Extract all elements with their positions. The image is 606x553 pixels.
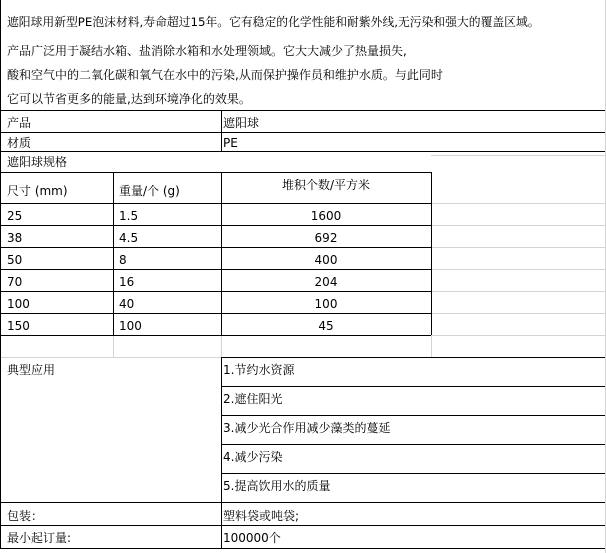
spec-header-count: 堆积个数/平方米 <box>281 178 371 192</box>
intro-line-4: 它可以节省更多的能量,达到环境净化的效果。 <box>7 92 251 106</box>
spec-cell-count: 1600 <box>310 209 342 223</box>
spec-cell-count: 100 <box>314 297 338 311</box>
gridline <box>431 313 605 314</box>
spec-cell-size: 38 <box>7 231 23 245</box>
table-border <box>221 172 222 335</box>
gridline <box>431 203 605 204</box>
table-border <box>0 313 431 314</box>
packaging-label: 包装： <box>7 509 44 523</box>
table-border <box>221 415 605 416</box>
application-item: 5.提高饮用水的质量 <box>223 479 331 493</box>
table-border <box>0 525 605 526</box>
table-border <box>0 548 605 549</box>
spec-cell-weight: 1.5 <box>119 209 139 223</box>
spec-cell-size: 70 <box>7 275 23 289</box>
spec-cell-weight: 4.5 <box>119 231 139 245</box>
application-item: 1.节约水资源 <box>223 363 295 377</box>
moq-label: 最小起订量: <box>7 531 72 545</box>
table-border <box>221 473 605 474</box>
spec-cell-count: 45 <box>318 319 334 333</box>
moq-value: 100000个 <box>223 531 281 545</box>
table-border <box>0 132 605 133</box>
gridline <box>431 155 605 156</box>
spec-cell-weight: 100 <box>119 319 142 333</box>
spec-title: 遮阳球规格 <box>7 155 68 169</box>
intro-line-1: 遮阳球用新型PE泡沫材料,寿命超过15年。它有稳定的化学性能和耐紫外线,无污染和强大的覆盖区域。 <box>7 15 540 29</box>
table-border <box>221 444 605 445</box>
table-border <box>0 335 431 336</box>
table-border <box>0 110 605 111</box>
gridline <box>431 247 605 248</box>
intro-line-3: 酸和空气中的二氧化碳和氧气在水中的污染,从而保护操作员和维护水质。与此同时 <box>7 68 443 82</box>
gridline <box>431 269 605 270</box>
application-item: 3.减少光合作用减少藻类的蔓延 <box>223 421 391 435</box>
material-label: 材质 <box>7 136 32 150</box>
application-item: 2.遮住阳光 <box>223 392 283 406</box>
table-border <box>221 386 605 387</box>
table-border <box>221 110 222 152</box>
table-border <box>0 247 431 248</box>
spec-cell-size: 150 <box>7 319 30 333</box>
spec-cell-count: 400 <box>314 253 338 267</box>
spec-cell-size: 100 <box>7 297 30 311</box>
spec-cell-count: 204 <box>314 275 338 289</box>
table-border <box>0 151 605 152</box>
spec-cell-size: 50 <box>7 253 23 267</box>
table-border <box>0 269 431 270</box>
gridline <box>431 335 605 336</box>
material-value: PE <box>223 136 238 150</box>
table-border <box>431 172 432 335</box>
spec-cell-weight: 16 <box>119 275 135 289</box>
table-border <box>0 172 431 173</box>
table-border <box>113 172 114 335</box>
spec-cell-count: 692 <box>314 231 338 245</box>
gridline <box>431 335 432 357</box>
packaging-value: 塑料袋或吨袋; <box>223 509 300 523</box>
application-item: 4.减少污染 <box>223 450 283 464</box>
table-border <box>0 203 431 204</box>
gridline <box>431 291 605 292</box>
table-border <box>0 502 605 503</box>
spec-cell-weight: 8 <box>119 253 127 267</box>
table-border <box>221 357 605 358</box>
product-value: 遮阳球 <box>223 116 260 130</box>
intro-line-2: 产品广泛用于凝结水箱、盐消除水箱和水处理领域。它大大减少了热量损失, <box>7 44 407 58</box>
applications-label: 典型应用 <box>7 363 56 377</box>
spec-cell-size: 25 <box>7 209 23 223</box>
product-label: 产品 <box>7 116 32 130</box>
gridline <box>431 225 605 226</box>
table-border <box>0 291 431 292</box>
spec-header-weight: 重量/个 (g) <box>119 184 180 198</box>
gridline <box>113 335 114 357</box>
table-border <box>0 225 431 226</box>
table-border <box>0 0 1 549</box>
table-border <box>221 357 222 549</box>
gridline <box>221 335 222 357</box>
spec-cell-weight: 40 <box>119 297 135 311</box>
spec-header-size: 尺寸 (mm) <box>7 184 68 198</box>
